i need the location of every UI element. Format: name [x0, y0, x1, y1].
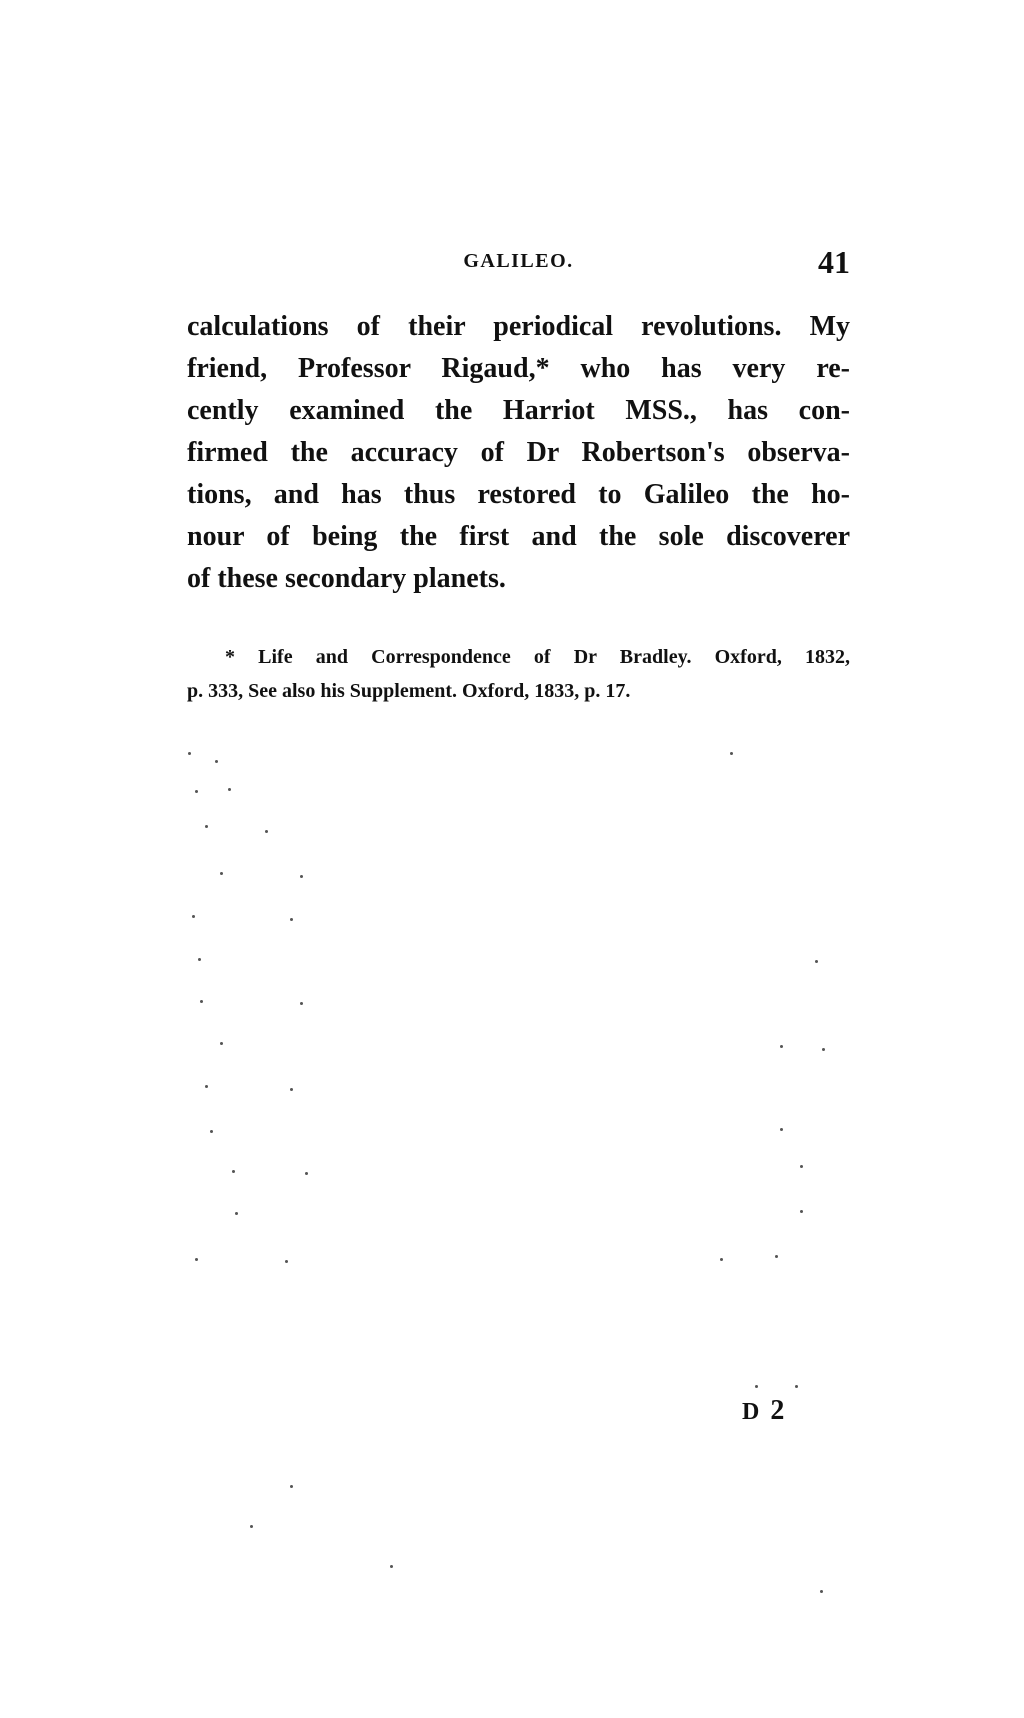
- scan-speck: [188, 752, 191, 755]
- scan-speck: [200, 1000, 203, 1003]
- scan-speck: [205, 825, 208, 828]
- body-line: nour of being the first and the sole discoverer: [187, 521, 850, 552]
- scan-speck: [198, 958, 201, 961]
- scan-speck: [285, 1260, 288, 1263]
- scan-speck: [195, 790, 198, 793]
- scan-speck: [780, 1128, 783, 1131]
- scan-speck: [800, 1210, 803, 1213]
- scan-speck: [820, 1590, 823, 1593]
- running-title: GALILEO.: [463, 250, 574, 272]
- scan-speck: [780, 1045, 783, 1048]
- scan-speck: [290, 1485, 293, 1488]
- scan-speck: [730, 752, 733, 755]
- scan-speck: [305, 1172, 308, 1175]
- scan-speck: [235, 1212, 238, 1215]
- body-line: firmed the accuracy of Dr Robertson's observa-: [187, 437, 850, 468]
- signature-letter: D: [742, 1399, 762, 1425]
- scan-speck: [220, 1042, 223, 1045]
- body-line: friend, Professor Rigaud,* who has very re-: [187, 353, 850, 384]
- scan-speck: [755, 1385, 758, 1388]
- running-head: [187, 244, 850, 284]
- footnote: [187, 640, 850, 708]
- scan-speck: [205, 1085, 208, 1088]
- scan-speck: [775, 1255, 778, 1258]
- scan-speck: [390, 1565, 393, 1568]
- body-line: cently examined the Harriot MSS., has con-: [187, 395, 850, 426]
- scan-speck: [215, 760, 218, 763]
- scan-speck: [300, 875, 303, 878]
- scan-speck: [822, 1048, 825, 1051]
- scan-speck: [250, 1525, 253, 1528]
- scan-speck: [290, 918, 293, 921]
- scan-speck: [220, 872, 223, 875]
- scan-speck: [815, 960, 818, 963]
- scan-speck: [228, 788, 231, 791]
- scan-speck: [300, 1002, 303, 1005]
- scan-speck: [720, 1258, 723, 1261]
- footnote-line: * Life and Correspondence of Dr Bradley. Oxford, 1832,: [225, 646, 850, 668]
- body-line: tions, and has thus restored to Galileo the ho-: [187, 479, 850, 510]
- scan-speck: [195, 1258, 198, 1261]
- scan-speck: [800, 1165, 803, 1168]
- body-line: calculations of their periodical revolutions. My: [187, 311, 850, 342]
- page-number: 41: [818, 244, 850, 280]
- signature-number: 2: [770, 1395, 787, 1426]
- scan-speck: [210, 1130, 213, 1133]
- scan-speck: [232, 1170, 235, 1173]
- scan-speck: [290, 1088, 293, 1091]
- footnote-line: p. 333, See also his Supplement. Oxford, 1833, p. 17.: [187, 680, 631, 702]
- body-paragraph: [187, 306, 850, 600]
- scan-speck: [795, 1385, 798, 1388]
- body-line: of these secondary planets.: [187, 563, 506, 594]
- signature-mark: [742, 1395, 786, 1427]
- scan-speck: [265, 830, 268, 833]
- scan-speck: [192, 915, 195, 918]
